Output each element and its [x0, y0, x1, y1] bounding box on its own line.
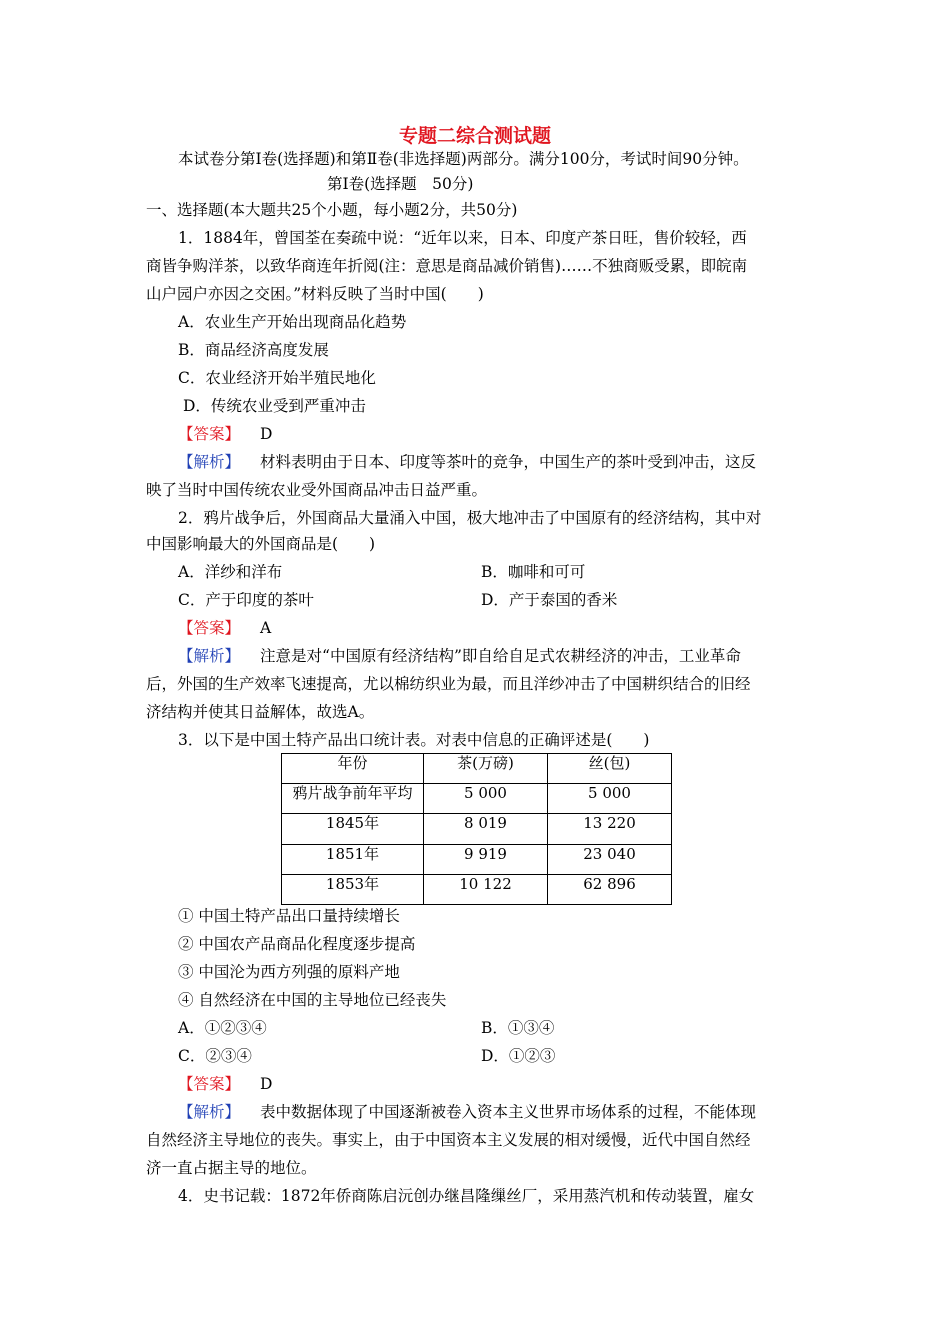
q1-stem-line: 商皆争购洋茶，以致华商连年折阅(注：意思是商品减价销售)……不独商贩受累，即皖南 [146, 257, 748, 275]
q3-statement: ④ 自然经济在中国的主导地位已经丧失 [178, 991, 447, 1009]
q3-option-c: C．②③④ [178, 1047, 252, 1065]
q1-explanation [178, 452, 756, 472]
q3-option-b: B．①③④ [481, 1019, 555, 1037]
q1-explanation-line: 映了当时中国传统农业受外国商品冲击日益严重。 [146, 481, 488, 499]
q2-explanation-line: 注意是对“中国原有经济结构”即自给自足式农耕经济的冲击，工业革命 [260, 647, 741, 665]
table-row [282, 874, 672, 904]
q3-option-d: D．①②③ [481, 1047, 556, 1065]
q1-option-d: D．传统农业受到严重冲击 [183, 397, 366, 415]
table-cell: 5 000 [424, 784, 548, 814]
table-cell: 10 122 [424, 874, 548, 904]
q1-answer-value: D [260, 425, 273, 443]
q4-stem-line: 4．史书记载：1872年侨商陈启沅创办继昌隆缫丝厂，采用蒸汽机和传动装置，雇女 [178, 1187, 755, 1205]
q3-statement: ③ 中国沦为西方列强的原料产地 [178, 963, 400, 981]
table-cell: 鸦片战争前年平均 [282, 784, 424, 814]
q2-explanation-line: 济结构并使其日益解体，故选A。 [146, 703, 375, 721]
answer-tag: 【答案】 [178, 425, 241, 443]
explain-tag: 【解析】 [178, 453, 241, 471]
table-cell: 23 040 [548, 844, 672, 874]
table-cell: 1845年 [282, 814, 424, 844]
table-header-row [282, 754, 672, 784]
table-row [282, 814, 672, 844]
q3-explanation-line: 自然经济主导地位的丧失。事实上，由于中国资本主义发展的相对缓慢，近代中国自然经 [146, 1131, 751, 1149]
q2-answer [178, 618, 271, 638]
table-row [282, 784, 672, 814]
q3-stem: 3．以下是中国土特产品出口统计表。对表中信息的正确评述是( ) [178, 731, 650, 749]
table-cell: 62 896 [548, 874, 672, 904]
q1-explanation-line: 材料表明由于日本、印度等茶叶的竞争，中国生产的茶叶受到冲击，这反 [260, 453, 757, 471]
answer-tag: 【答案】 [178, 619, 241, 637]
part1-heading: 第Ⅰ卷(选择题 50分) [327, 175, 474, 193]
explain-tag: 【解析】 [178, 647, 241, 665]
q2-option-c: C．产于印度的茶叶 [178, 591, 314, 609]
q3-statement: ① 中国土特产品出口量持续增长 [178, 907, 400, 925]
intro-text: 本试卷分第Ⅰ卷(选择题)和第Ⅱ卷(非选择题)两部分。满分100分，考试时间90分钟。 [178, 150, 749, 168]
document-title: 专题二综合测试题 [398, 125, 551, 147]
q1-option-b: B．商品经济高度发展 [178, 341, 329, 359]
q2-option-b: B．咖啡和可可 [481, 563, 586, 581]
q3-option-a: A．①②③④ [178, 1019, 267, 1037]
table-header-cell: 茶(万磅) [424, 754, 548, 784]
q2-answer-value: A [260, 619, 272, 637]
table-cell: 5 000 [548, 784, 672, 814]
table-cell: 13 220 [548, 814, 672, 844]
q2-stem-line: 2．鸦片战争后，外国商品大量涌入中国，极大地冲击了中国原有的经济结构，其中对 [178, 509, 762, 527]
q2-explanation [178, 646, 741, 666]
q3-statement: ② 中国农产品商品化程度逐步提高 [178, 935, 416, 953]
q1-stem-line: 1．1884年，曾国荃在奏疏中说：“近年以来，日本、印度产茶日旺，售价较轻，西 [178, 229, 747, 247]
table-cell: 1851年 [282, 844, 424, 874]
q1-answer [178, 424, 272, 444]
q3-answer [178, 1074, 272, 1094]
table-header-cell: 丝(包) [548, 754, 672, 784]
q2-stem-line: 中国影响最大的外国商品是( ) [146, 535, 376, 553]
table-cell: 9 919 [424, 844, 548, 874]
q1-option-c: C．农业经济开始半殖民地化 [178, 369, 376, 387]
q2-option-a: A．洋纱和洋布 [178, 563, 283, 581]
q1-option-a: A．农业生产开始出现商品化趋势 [178, 313, 407, 331]
explain-tag: 【解析】 [178, 1103, 241, 1121]
section1-heading: 一、选择题(本大题共25个小题，每小题2分，共50分) [146, 201, 518, 219]
q3-answer-value: D [260, 1075, 273, 1093]
q3-explanation [178, 1102, 756, 1122]
export-stats-table [281, 753, 672, 905]
table-cell: 1853年 [282, 874, 424, 904]
q2-explanation-line: 后，外国的生产效率飞速提高，尤以棉纺织业为最，而且洋纱冲击了中国耕织结合的旧经 [146, 675, 751, 693]
answer-tag: 【答案】 [178, 1075, 241, 1093]
table-row [282, 844, 672, 874]
q2-option-d: D．产于泰国的香米 [481, 591, 618, 609]
table-header-cell: 年份 [282, 754, 424, 784]
table-cell: 8 019 [424, 814, 548, 844]
q3-explanation-line: 济一直占据主导的地位。 [146, 1159, 317, 1177]
q3-explanation-line: 表中数据体现了中国逐渐被卷入资本主义世界市场体系的过程，不能体现 [260, 1103, 757, 1121]
q1-stem-line: 山户园户亦因之交困。”材料反映了当时中国( ) [146, 285, 484, 303]
